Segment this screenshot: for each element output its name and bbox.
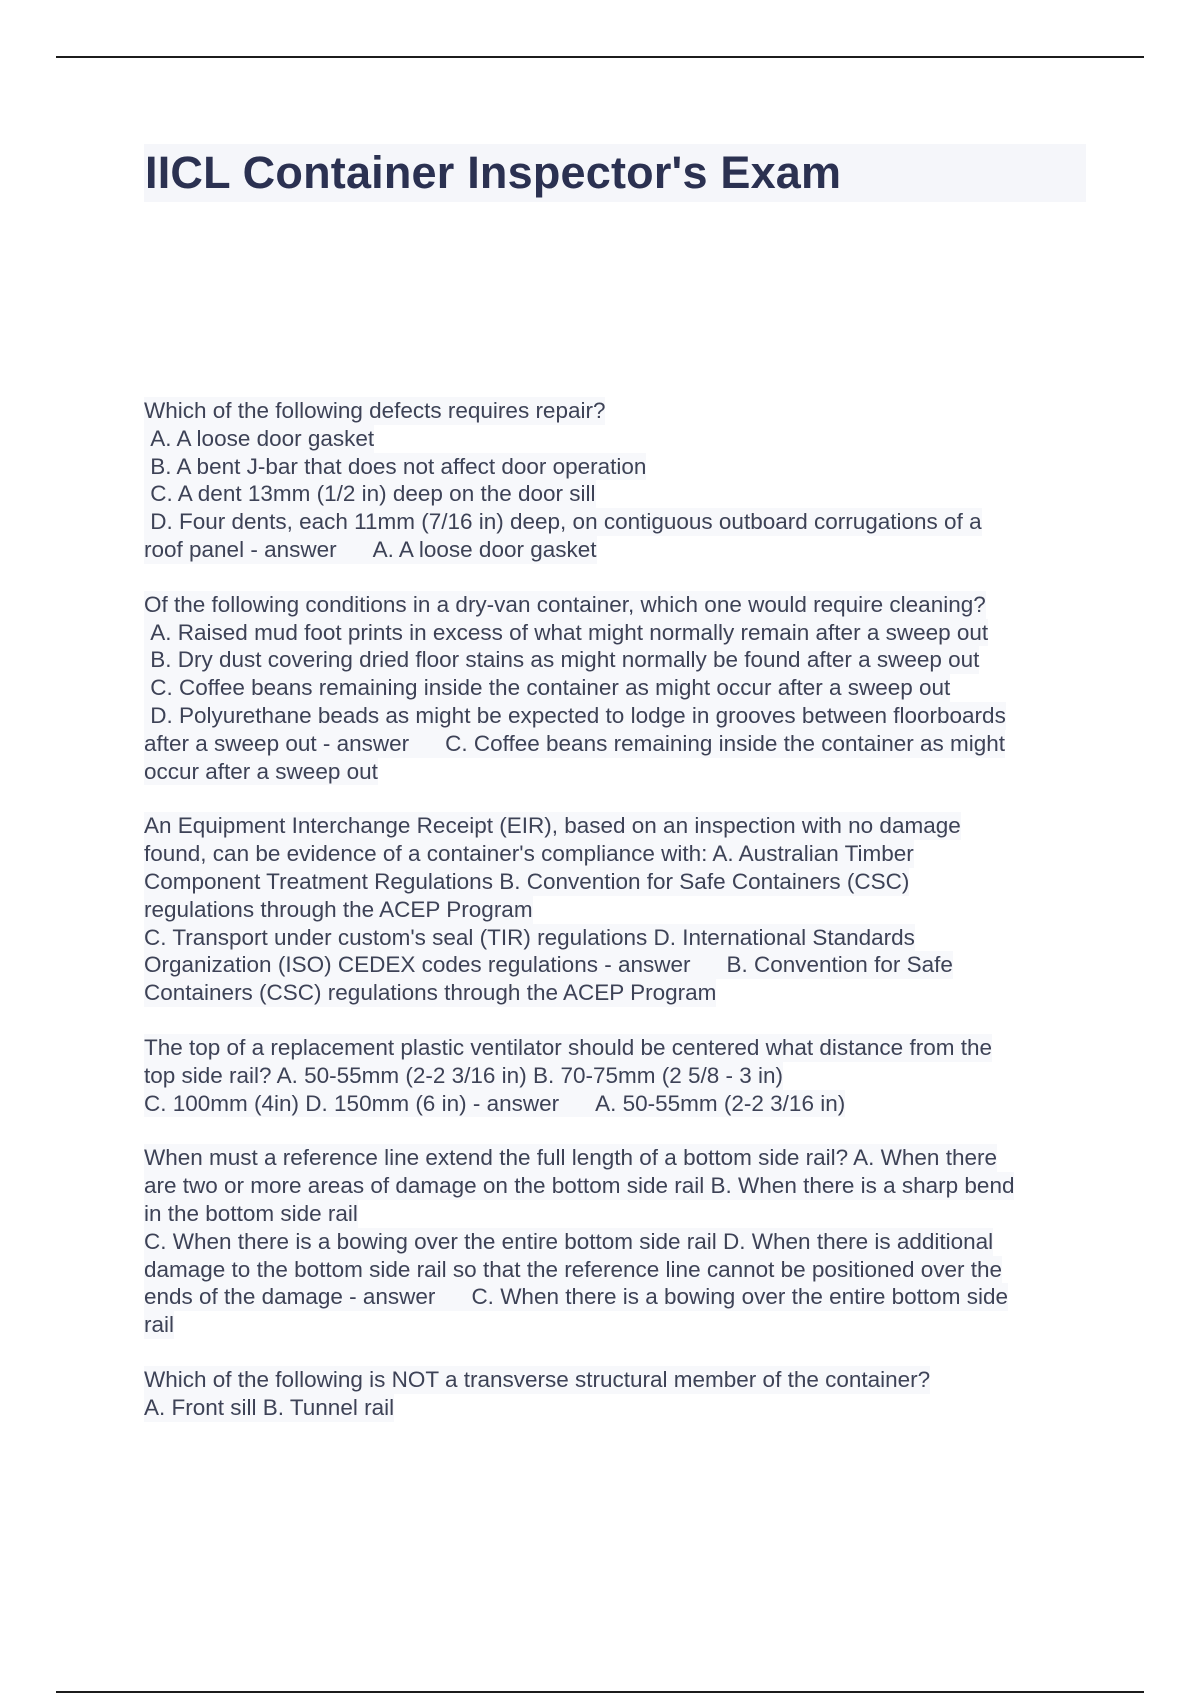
answer-line [144, 1090, 845, 1118]
question-text: Of the following conditions in a dry-van container, which one would require cleaning? [144, 591, 986, 617]
question-text: damage to the bottom side rail so that the reference line cannot be positioned over the [144, 1256, 1003, 1282]
answer-line [144, 536, 597, 564]
answer-continuation: occur after a sweep out [144, 758, 378, 784]
option-text: C. Coffee beans remaining inside the container as might occur after a sweep out [144, 675, 951, 701]
answer-label: Organization (ISO) CEDEX codes regulations - answer [144, 952, 691, 978]
question-block [144, 397, 1084, 564]
option-text: A. A loose door gasket [144, 425, 375, 451]
option-text: D. Four dents, each 11mm (7/16 in) deep, on contiguous outboard corrugations of a [144, 509, 982, 535]
answer-line [144, 730, 1005, 758]
top-rule [56, 56, 1144, 58]
answer-text: C. When there is a bowing over the entire bottom side [471, 1284, 1008, 1310]
answer-label: roof panel - answer [144, 536, 337, 562]
question-text: regulations through the ACEP Program [144, 896, 533, 922]
question-text: Which of the following is NOT a transverse structural member of the container? [144, 1366, 931, 1392]
question-text: C. When there is a bowing over the entire bottom side rail D. When there is additional [144, 1228, 994, 1254]
question-block [144, 591, 1084, 786]
answer-text: C. Coffee beans remaining inside the container as might [445, 730, 1006, 756]
answer-continuation: Containers (CSC) regulations through the ACEP Program [144, 980, 717, 1006]
option-text: B. A bent J-bar that does not affect door operation [144, 453, 647, 479]
question-text: The top of a replacement plastic ventilator should be centered what distance from the [144, 1034, 992, 1060]
question-block [144, 812, 1084, 1007]
question-text: Component Treatment Regulations B. Convention for Safe Containers (CSC) [144, 868, 910, 894]
question-block [144, 1034, 1084, 1117]
option-text: C. A dent 13mm (1/2 in) deep on the door sill [144, 481, 596, 507]
option-text: A. Raised mud foot prints in excess of what might normally remain after a sweep out [144, 619, 989, 645]
question-text: in the bottom side rail [144, 1200, 358, 1226]
question-text: are two or more areas of damage on the bottom side rail B. When there is a sharp bend [144, 1173, 1015, 1199]
question-text: top side rail? A. 50-55mm (2-2 3/16 in) B. 70-75mm (2 5/8 - 3 in) [144, 1062, 784, 1088]
option-text: B. Dry dust covering dried floor stains as might normally be found after a sweep out [144, 647, 980, 673]
question-text: Which of the following defects requires repair? [144, 398, 606, 423]
question-list [144, 397, 1084, 1449]
question-text: found, can be evidence of a container's compliance with: A. Australian Timber [144, 841, 914, 867]
answer-line [144, 1283, 1008, 1311]
answer-line [144, 951, 953, 979]
question-block [144, 1366, 1084, 1422]
question-text: When must a reference line extend the full length of a bottom side rail? A. When there [144, 1145, 997, 1171]
answer-text: A. 50-55mm (2-2 3/16 in) [595, 1090, 846, 1116]
option-text: A. Front sill B. Tunnel rail [144, 1394, 395, 1420]
answer-continuation: rail [144, 1312, 175, 1338]
answer-label: C. 100mm (4in) D. 150mm (6 in) - answer [144, 1090, 560, 1116]
question-block [144, 1144, 1084, 1339]
answer-text: B. Convention for Safe [726, 952, 953, 978]
page-title: IICL Container Inspector's Exam [145, 147, 842, 198]
question-text: C. Transport under custom's seal (TIR) regulations D. International Standards [144, 924, 915, 950]
answer-label: after a sweep out - answer [144, 730, 410, 756]
option-text: D. Polyurethane beads as might be expected to lodge in grooves between floorboards [144, 702, 1006, 728]
question-text: An Equipment Interchange Receipt (EIR), based on an inspection with no damage [144, 813, 961, 839]
answer-text: A. A loose door gasket [372, 536, 597, 562]
answer-label: ends of the damage - answer [144, 1284, 436, 1310]
bottom-rule [56, 1691, 1144, 1693]
